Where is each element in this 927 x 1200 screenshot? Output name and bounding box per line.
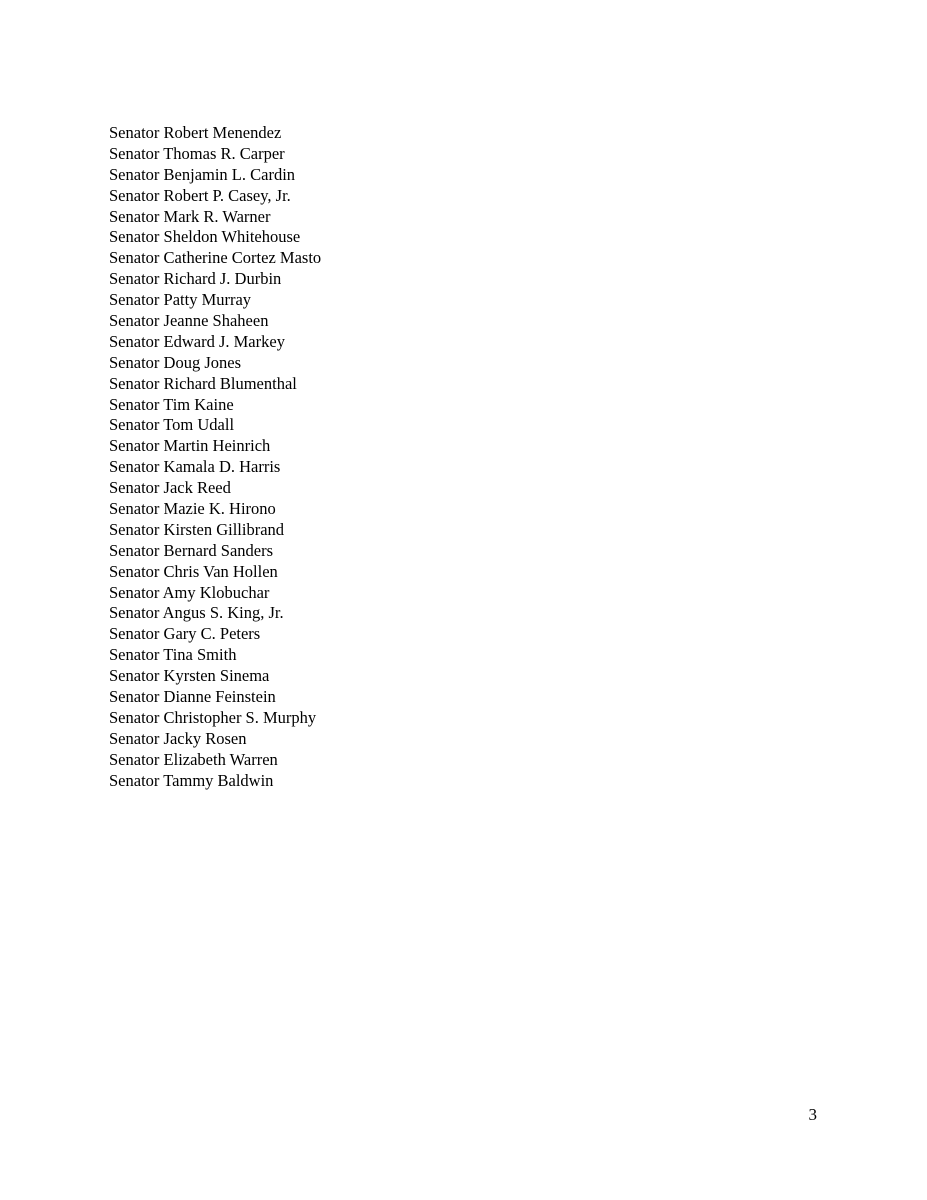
signatory-name: Senator Gary C. Peters <box>109 624 261 644</box>
signatory-name: Senator Catherine Cortez Masto <box>109 248 322 268</box>
signatory-name: Senator Jack Reed <box>109 478 231 498</box>
signatory-name: Senator Benjamin L. Cardin <box>109 164 296 184</box>
signatory-name: Senator Thomas R. Carper <box>109 143 285 163</box>
signatory-name: Senator Mark R. Warner <box>109 206 271 226</box>
signatory-list <box>109 123 321 792</box>
signatory-name: Senator Tim Kaine <box>109 394 234 414</box>
signatory-name: Senator Jacky Rosen <box>109 728 247 748</box>
signatory-name: Senator Amy Klobuchar <box>109 582 270 602</box>
signatory-name: Senator Kyrsten Sinema <box>109 666 270 686</box>
signatory-name: Senator Tammy Baldwin <box>109 770 274 790</box>
signatory-name: Senator Mazie K. Hirono <box>109 499 276 519</box>
signatory-name: Senator Elizabeth Warren <box>109 749 278 769</box>
signatory-name: Senator Kamala D. Harris <box>109 457 281 477</box>
signatory-name: Senator Christopher S. Murphy <box>109 707 317 727</box>
signatory-name: Senator Robert P. Casey, Jr. <box>109 185 291 205</box>
signatory-name: Senator Bernard Sanders <box>109 540 274 560</box>
page-number: 3 <box>808 1105 817 1124</box>
signatory-name: Senator Martin Heinrich <box>109 436 271 456</box>
signatory-name: Senator Patty Murray <box>109 290 252 310</box>
signatory-name: Senator Jeanne Shaheen <box>109 311 269 331</box>
signatory-name: Senator Richard J. Durbin <box>109 269 282 289</box>
signatory-name: Senator Tina Smith <box>109 645 237 665</box>
signatory-name: Senator Angus S. King, Jr. <box>109 603 284 623</box>
signatory-name: Senator Richard Blumenthal <box>109 373 297 393</box>
signatory-name: Senator Edward J. Markey <box>109 331 285 351</box>
signatory-name: Senator Doug Jones <box>109 352 241 372</box>
signatory-name: Senator Sheldon Whitehouse <box>109 227 301 247</box>
signatory-name: Senator Kirsten Gillibrand <box>109 519 285 539</box>
signatory-name: Senator Tom Udall <box>109 415 235 435</box>
signatory-name: Senator Chris Van Hollen <box>109 561 278 581</box>
signatory-name: Senator Dianne Feinstein <box>109 687 276 707</box>
signatory-name: Senator Robert Menendez <box>109 123 282 142</box>
